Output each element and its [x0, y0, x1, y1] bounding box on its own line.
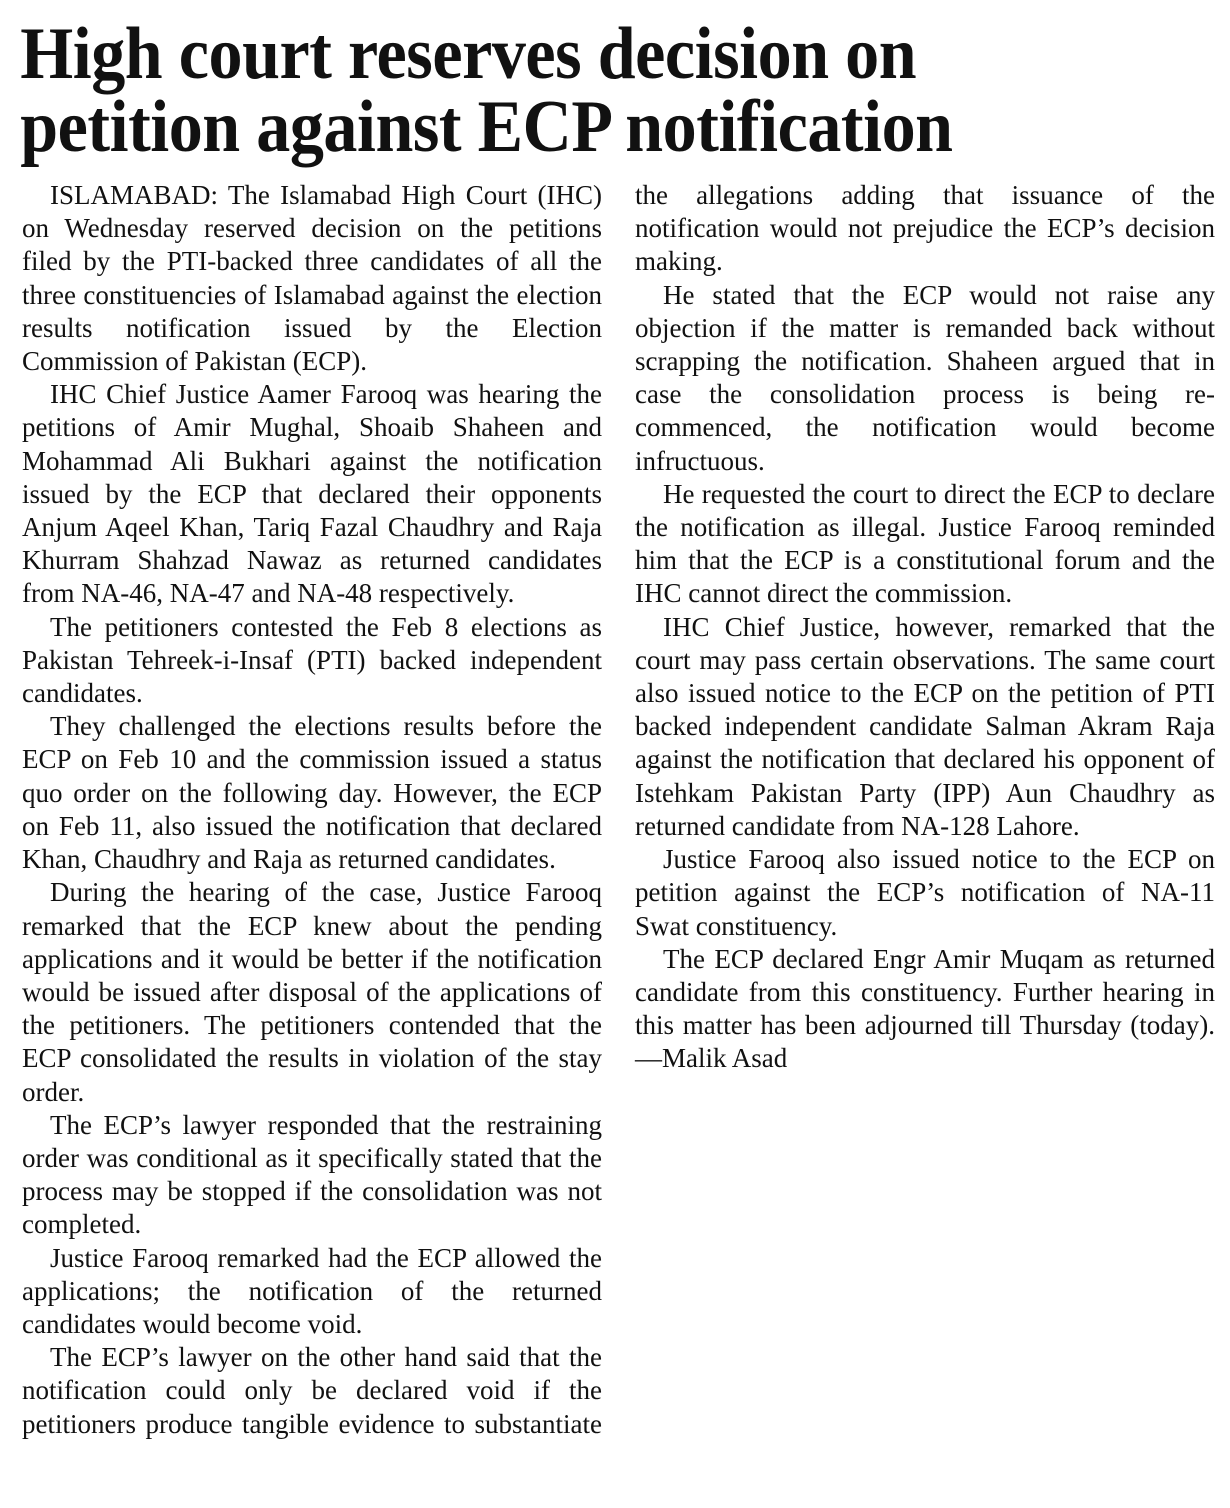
article-paragraph: The ECP’s lawyer responded that the restraining order was conditional as it specifically stated that the process may be stopped if the consolidation was not completed. — [22, 1109, 602, 1240]
article-body — [0, 163, 1230, 1453]
article-headline: High court reserves decision on petition against ECP notification — [20, 13, 953, 168]
article-paragraph: He requested the court to direct the ECP to declare the notification as illegal. Justice Farooq reminded him that the ECP is a constitutional forum and the IHC cannot direct the commission. — [635, 478, 1215, 609]
article-paragraph: The ECP’s lawyer on the other hand said that the notification could only be declared void if the petitioners produce tangible evidence to substantiate the allegations adding that issuance of the notification would not prejudice the ECP’s decision making. — [22, 180, 1215, 1439]
article-paragraph: Justice Farooq remarked had the ECP allowed the applications; the notification of the returned candidates would become void. — [22, 1242, 602, 1339]
article-paragraph: They challenged the elections results before the ECP on Feb 10 and the commission issued a status quo order on the following day. However, the ECP on Feb 11, also issued the notification that declared Khan, Chaudhry and Raja as returned candidates. — [22, 711, 602, 875]
article-paragraph: During the hearing of the case, Justice Farooq remarked that the ECP knew about the pending applications and it would be better if the notification would be issued after disposal of the applications of the petitioners. The petitioners contended that the ECP consolidated the results in violation of the stay order. — [22, 877, 602, 1107]
article-paragraph: The ECP declared Engr Amir Muqam as returned candidate from this constituency. Further hearing in this matter has been adjourned till Thursday (today).—Malik Asad — [635, 943, 1215, 1074]
article-paragraph: The petitioners contested the Feb 8 elections as Pakistan Tehreek-i-Insaf (PTI) backed independent candidates. — [22, 611, 602, 709]
article-paragraph: He stated that the ECP would not raise any objection if the matter is remanded back without scrapping the notification. Shaheen argued that in case the consolidation process is being re-commenced, the notification would become infructuous. — [635, 279, 1215, 476]
article-paragraph: Justice Farooq also issued notice to the ECP on petition against the ECP’s notification of NA-11 Swat constituency. — [635, 844, 1215, 941]
article-paragraph: IHC Chief Justice, however, remarked that the court may pass certain observations. The same court also issued notice to the ECP on the petition of PTI backed independent candidate Salman Akram Raja against the notification that declared his opponent of Istehkam Pakistan Party (IPP) Aun Chaudhry as returned candidate from NA-128 Lahore. — [635, 611, 1215, 841]
article-paragraph: IHC Chief Justice Aamer Farooq was hearing the petitions of Amir Mughal, Shoaib Shaheen and Mohammad Ali Bukhari against the notification issued by the ECP that declared their opponents Anjum Aqeel Khan, Tariq Fazal Chaudhry and Raja Khurram Shahzad Nawaz as returned candidates from NA-46, NA-47 and NA-48 respectively. — [22, 379, 602, 609]
article-paragraph: ISLAMABAD: The Islamabad High Court (IHC) on Wednesday reserved decision on the petitions filed by the PTI-backed three candidates of all the three constituencies of Islamabad against the election results notification issued by the Election Commission of Pakistan (ECP). — [22, 180, 602, 377]
